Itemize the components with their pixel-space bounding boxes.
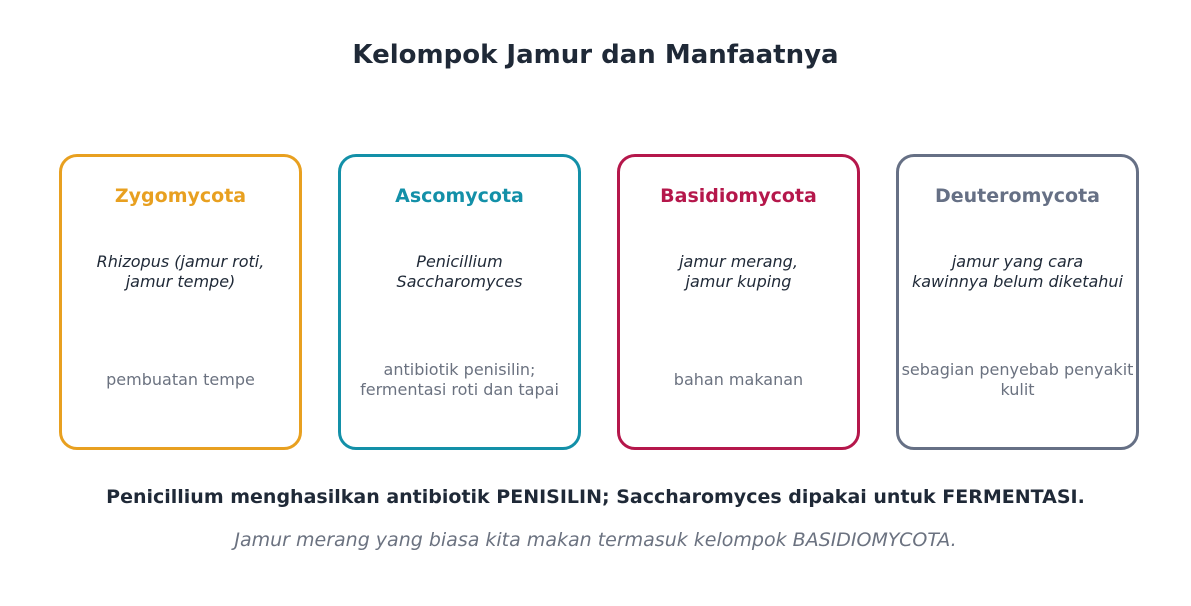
example-line: kawinnya belum diketahui [911, 272, 1123, 291]
example-line: jamur merang, [679, 252, 798, 271]
card-name: Ascomycota [395, 185, 524, 207]
card-name: Zygomycota [114, 185, 247, 207]
card-use [58, 352, 303, 408]
card-deuteromycota [896, 154, 1139, 450]
card-use [616, 352, 861, 408]
use-line: bahan makanan [673, 370, 804, 389]
diagram-title: Kelompok Jamur dan Manfaatnya [352, 40, 839, 70]
use-line: antibiotik penisilin; [383, 360, 536, 379]
card-zygomycota [59, 154, 302, 450]
card-use [337, 352, 582, 408]
card-examples [620, 252, 857, 292]
example-line: jamur kuping [685, 272, 792, 291]
use-line: fermentasi roti dan tapai [360, 380, 559, 399]
example-line: Rhizopus (jamur roti, [96, 252, 265, 271]
use-line: kulit [1000, 380, 1035, 399]
fact-line: Penicillium menghasilkan antibiotik PENISILIN; Saccharomyces dipakai untuk FERMENTASI. [106, 486, 1085, 508]
example-line: jamur tempe) [125, 272, 236, 291]
example-line: Penicillium [416, 252, 503, 271]
card-basidiomycota [617, 154, 860, 450]
card-name: Basidiomycota [660, 185, 817, 207]
card-ascomycota [338, 154, 581, 450]
card-examples [899, 252, 1136, 292]
card-examples [341, 252, 578, 292]
example-line: jamur yang cara [951, 252, 1084, 271]
use-line: pembuatan tempe [106, 370, 255, 389]
card-examples [62, 252, 299, 292]
card-name: Deuteromycota [935, 185, 1100, 207]
example-line: Saccharomyces [396, 272, 523, 291]
note-line: Jamur merang yang biasa kita makan termasuk kelompok BASIDIOMYCOTA. [234, 529, 957, 551]
card-use [895, 352, 1140, 408]
use-line: sebagian penyebab penyakit [901, 360, 1134, 379]
